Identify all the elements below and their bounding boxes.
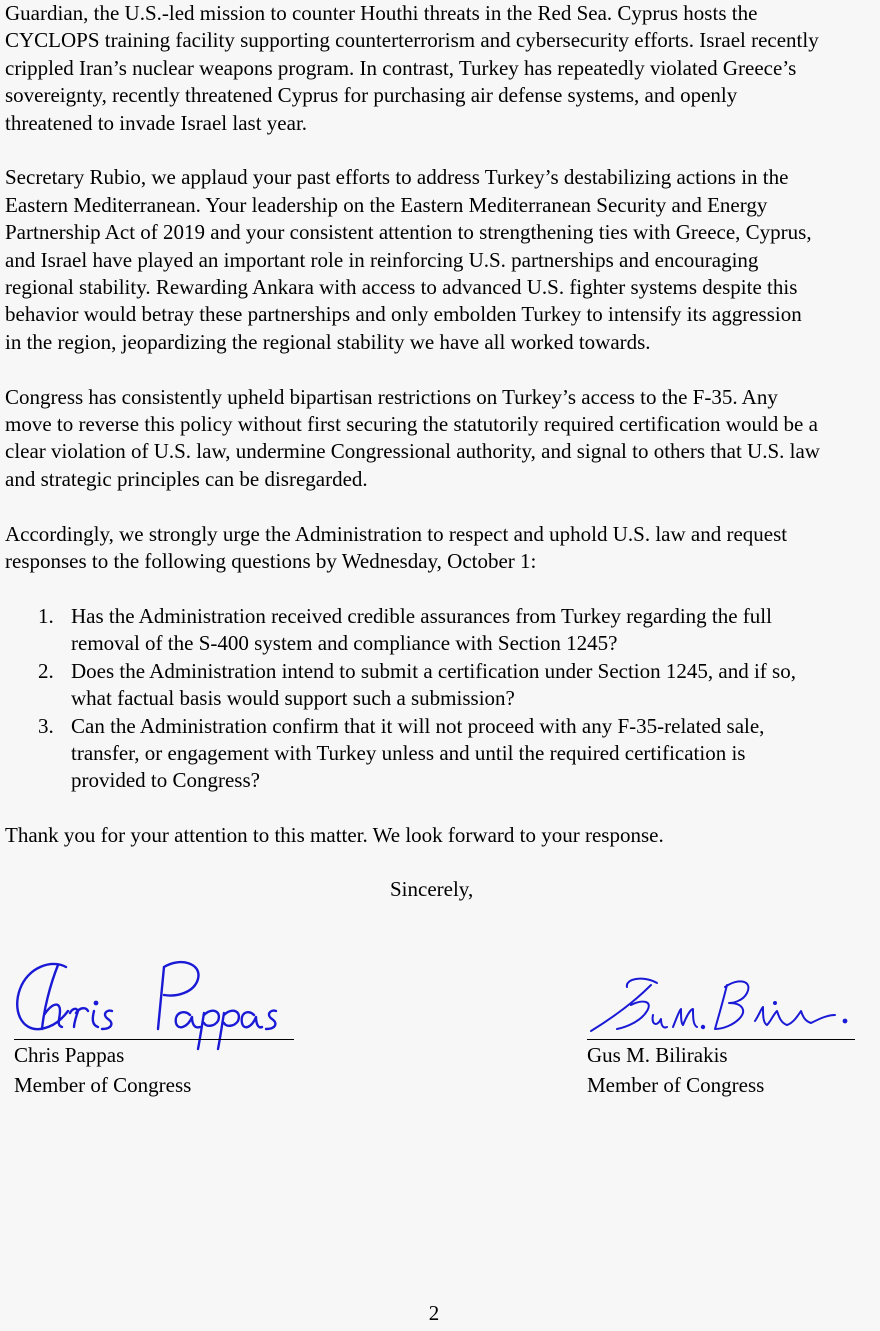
closing-salutation: Sincerely, — [390, 877, 474, 901]
thanks-line: Thank you for your attention to this matter. We look forward to your response. — [5, 823, 664, 848]
text-line: provided to Congress? — [71, 768, 260, 793]
signature-bilirakis-drawing — [587, 945, 855, 1045]
text-line: responses to the following questions by Wednesday, October 1: — [5, 549, 537, 574]
question-item — [5, 658, 875, 713]
text-line: and Israel have played an important role in reinforcing U.S. partnerships and encouraging — [5, 247, 759, 272]
question-number: 2. — [38, 658, 54, 683]
text-line: and strategic principles can be disregarded. — [5, 466, 368, 491]
text-line: what factual basis would support such a submission? — [71, 686, 515, 711]
text-line: in the region, jeopardizing the regional stability we have all worked towards. — [5, 329, 651, 354]
signature-block-bilirakis — [587, 945, 855, 1100]
text-line: Congress has consistently upheld bipartisan restrictions on Turkey’s access to the F-35. Any — [5, 384, 778, 409]
signatory-title: Member of Congress — [14, 1073, 192, 1097]
text-line: Does the Administration intend to submit a certification under Section 1245, and if so, — [71, 658, 796, 683]
question-item — [5, 603, 875, 658]
text-line: sovereignty, recently threatened Cyprus for purchasing air defense systems, and openly — [5, 83, 738, 108]
signatory-name: Gus M. Bilirakis — [587, 1043, 728, 1067]
questions-list — [5, 603, 875, 795]
question-number: 3. — [38, 713, 54, 738]
signature-block-pappas — [14, 945, 294, 1100]
question-item — [5, 713, 875, 795]
text-line: Can the Administration confirm that it will not proceed with any F-35-related sale, — [71, 713, 765, 738]
text-line: Eastern Mediterranean. Your leadership on the Eastern Mediterranean Security and Energy — [5, 192, 768, 217]
handwritten-signature-pappas — [14, 945, 294, 1040]
paragraph-secretary-rubio — [5, 164, 875, 356]
text-line: regional stability. Rewarding Ankara with access to advanced U.S. fighter systems despite this — [5, 275, 798, 300]
page-number: 2 — [428, 1301, 440, 1325]
signature-line — [14, 1039, 294, 1040]
text-line: threatened to invade Israel last year. — [5, 110, 308, 135]
paragraph-request — [5, 521, 875, 576]
text-line: Has the Administration received credible assurances from Turkey regarding the full — [71, 603, 772, 628]
question-number: 1. — [38, 603, 54, 628]
text-line: transfer, or engagement with Turkey unless and until the required certification is — [71, 740, 746, 765]
text-line: Guardian, the U.S.-led mission to counter Houthi threats in the Red Sea. Cyprus hosts the — [5, 1, 758, 25]
signatory-title: Member of Congress — [587, 1073, 765, 1097]
text-line: removal of the S-400 system and compliance with Section 1245? — [71, 631, 618, 656]
text-line: Accordingly, we strongly urge the Administration to respect and uphold U.S. law and request — [5, 521, 788, 546]
text-line: Secretary Rubio, we applaud your past efforts to address Turkey’s destabilizing actions in the — [5, 165, 789, 190]
paragraph-partners — [5, 0, 875, 137]
text-line: clear violation of U.S. law, undermine Congressional authority, and signal to others that U.S. law — [5, 439, 820, 464]
letter-body — [5, 0, 875, 850]
handwritten-signature-bilirakis — [587, 945, 855, 1040]
signatory-name: Chris Pappas — [14, 1043, 125, 1067]
signature-line — [587, 1039, 855, 1040]
text-line: behavior would betray these partnerships and only embolden Turkey to intensify its aggression — [5, 302, 802, 327]
text-line: CYCLOPS training facility supporting counterterrorism and cybersecurity efforts. Israel recently — [5, 28, 819, 53]
text-line: move to reverse this policy without first securing the statutorily required certification would be a — [5, 412, 818, 437]
text-line: Partnership Act of 2019 and your consistent attention to strengthening ties with Greece, Cyprus, — [5, 220, 812, 245]
text-line: crippled Iran’s nuclear weapons program. In contrast, Turkey has repeatedly violated Greece’s — [5, 55, 797, 80]
paragraph-congress — [5, 384, 875, 494]
